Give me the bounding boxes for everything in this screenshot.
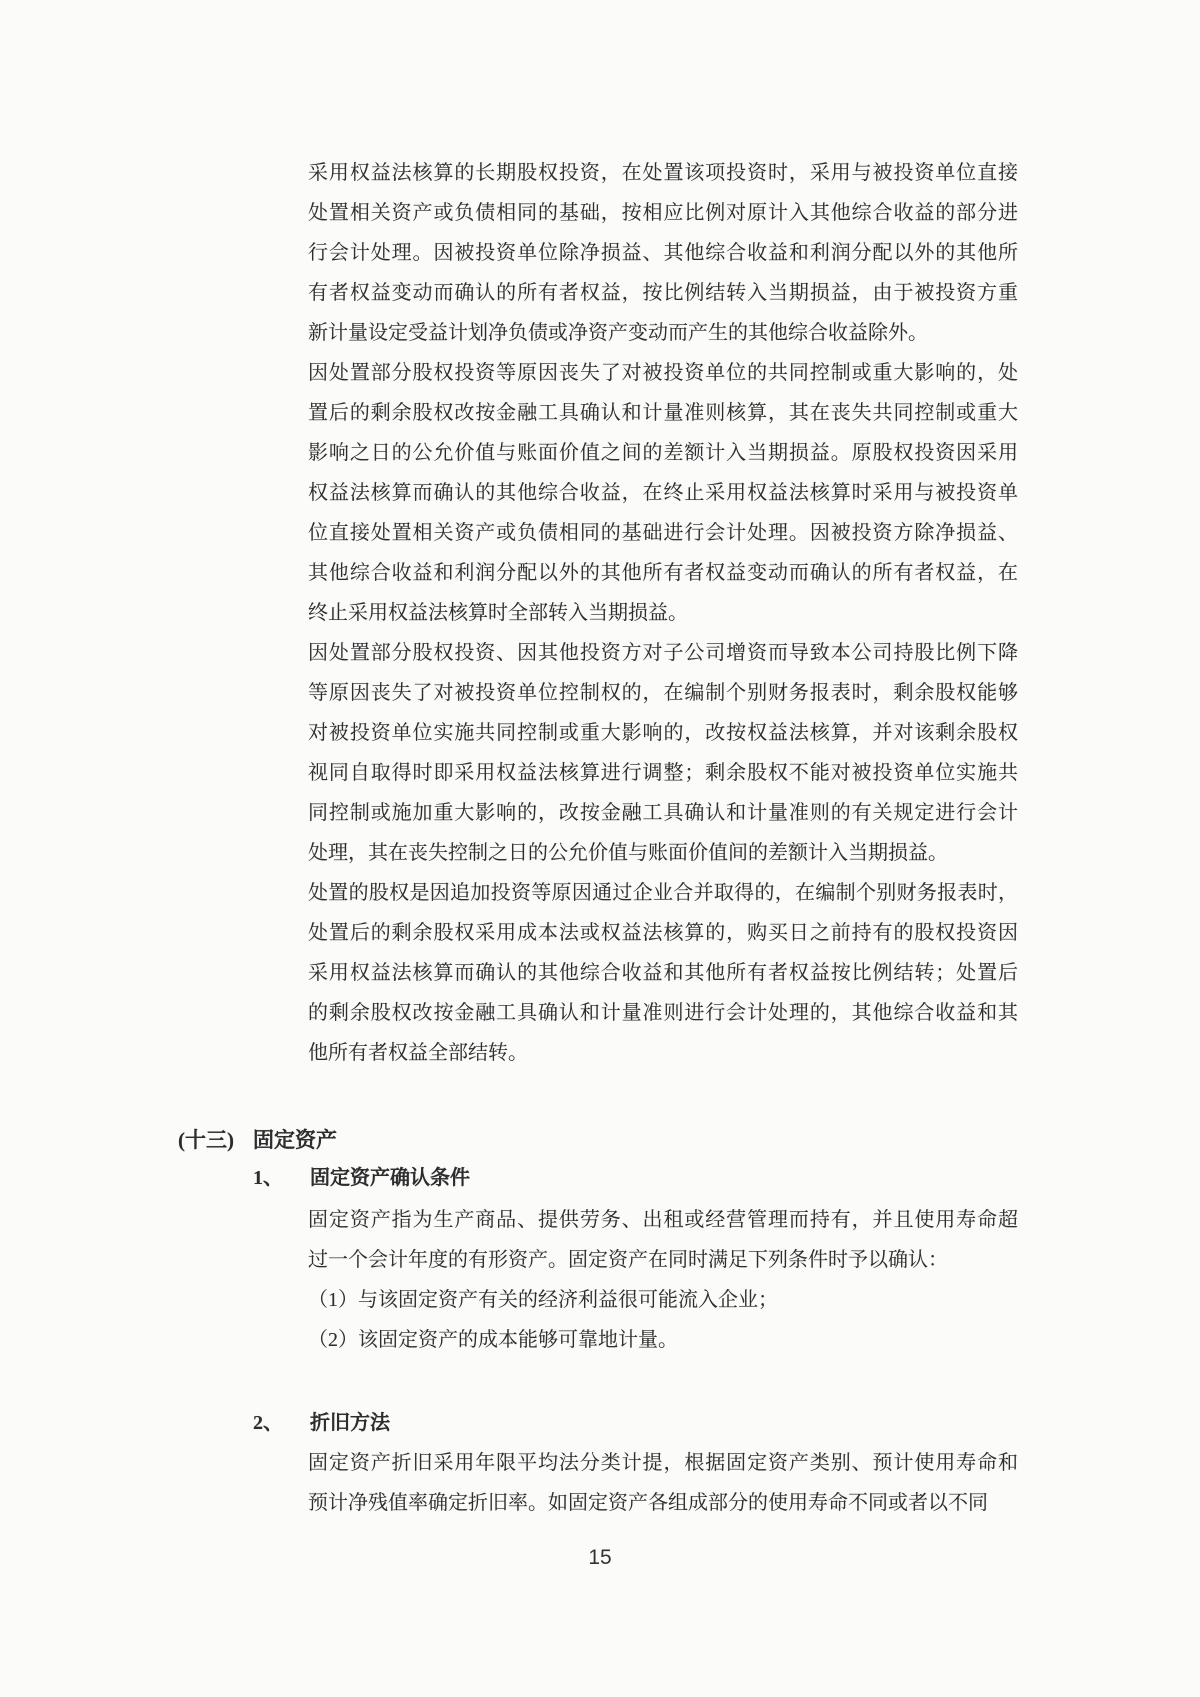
section-heading (0, 1120, 1200, 1160)
text-line: 位直接处置相关资产或负债相同的基础进行会计处理。因被投资方除净损益、 (308, 522, 1018, 544)
text-line: 处置后的剩余股权采用成本法或权益法核算的，购买日之前持有的股权投资因 (308, 922, 1018, 944)
text-line: 预计净残值率确定折旧率。如固定资产各组成部分的使用寿命不同或者以不同 (308, 1492, 988, 1514)
subsection-number: 1、 (253, 1167, 283, 1189)
text-line: 视同自取得时即采用权益法核算进行调整；剩余股权不能对被投资单位实施共 (308, 762, 1018, 784)
text-line: 其他综合收益和利润分配以外的其他所有者权益变动而确认的所有者权益，在 (308, 562, 1018, 584)
text-line: 采用权益法核算的长期股权投资，在处置该项投资时，采用与被投资单位直接 (308, 162, 1018, 184)
text-line: 对被投资单位实施共同控制或重大影响的，改按权益法核算，并对该剩余股权 (308, 722, 1018, 744)
condition-items (308, 1280, 1018, 1360)
text-line: （1）与该固定资产有关的经济利益很可能流入企业； (308, 1289, 778, 1311)
text-line: 处理，其在丧失控制之日的公允价值与账面价值间的差额计入当期损益。 (308, 842, 948, 864)
text-line: 固定资产折旧采用年限平均法分类计提，根据固定资产类别、预计使用寿命和 (308, 1452, 1018, 1474)
text-line: 权益法核算而确认的其他综合收益，在终止采用权益法核算时采用与被投资单 (308, 482, 1018, 504)
text-line: 有者权益变动而确认的所有者权益，按比例结转入当期损益，由于被投资方重 (308, 282, 1018, 304)
paragraph (308, 353, 1018, 633)
text-line: 过一个会计年度的有形资产。固定资产在同时满足下列条件时予以确认： (308, 1249, 948, 1271)
text-line: 处置相关资产或负债相同的基础，按相应比例对原计入其他综合收益的部分进 (308, 202, 1018, 224)
page-number: 15 (588, 1546, 612, 1569)
subsection-heading (0, 1403, 1200, 1443)
subsection-title: 折旧方法 (310, 1412, 390, 1434)
paragraph (308, 873, 1018, 1073)
text-line: 因处置部分股权投资等原因丧失了对被投资单位的共同控制或重大影响的，处 (308, 362, 1018, 384)
section-title: 固定资产 (253, 1128, 337, 1152)
text-line: 采用权益法核算而确认的其他综合收益和其他所有者权益按比例结转；处置后 (308, 962, 1018, 984)
text-line: 置后的剩余股权改按金融工具确认和计量准则核算，其在丧失共同控制或重大 (308, 402, 1018, 424)
text-line: 同控制或施加重大影响的，改按金融工具确认和计量准则的有关规定进行会计 (308, 802, 1018, 824)
text-line: 终止采用权益法核算时全部转入当期损益。 (308, 602, 688, 624)
text-line: 等原因丧失了对被投资单位控制权的，在编制个别财务报表时，剩余股权能够 (308, 682, 1018, 704)
text-line: 固定资产指为生产商品、提供劳务、出租或经营管理而持有，并且使用寿命超 (308, 1209, 1018, 1231)
section-number: (十三) (178, 1128, 234, 1152)
body-text (308, 153, 1018, 1073)
text-line: 他所有者权益全部结转。 (308, 1042, 528, 1064)
paragraph (308, 633, 1018, 873)
text-line: 因处置部分股权投资、因其他投资方对子公司增资而导致本公司持股比例下降 (308, 642, 1018, 664)
paragraph (308, 153, 1018, 353)
subsection-paragraph (308, 1443, 1018, 1523)
subsection-title: 固定资产确认条件 (310, 1167, 470, 1189)
text-line: 影响之日的公允价值与账面价值之间的差额计入当期损益。原股权投资因采用 (308, 442, 1018, 464)
subsection-number: 2、 (253, 1412, 283, 1434)
text-line: 的剩余股权改按金融工具确认和计量准则进行会计处理的，其他综合收益和其 (308, 1002, 1018, 1024)
text-line: （2）该固定资产的成本能够可靠地计量。 (308, 1329, 678, 1351)
subsection-paragraph (308, 1200, 1018, 1280)
subsection-heading (0, 1158, 1200, 1198)
text-line: 处置的股权是因追加投资等原因通过企业合并取得的，在编制个别财务报表时， (308, 882, 1018, 904)
text-line: 新计量设定受益计划净负债或净资产变动而产生的其他综合收益除外。 (308, 322, 928, 344)
text-line: 行会计处理。因被投资单位除净损益、其他综合收益和利润分配以外的其他所 (308, 242, 1018, 264)
